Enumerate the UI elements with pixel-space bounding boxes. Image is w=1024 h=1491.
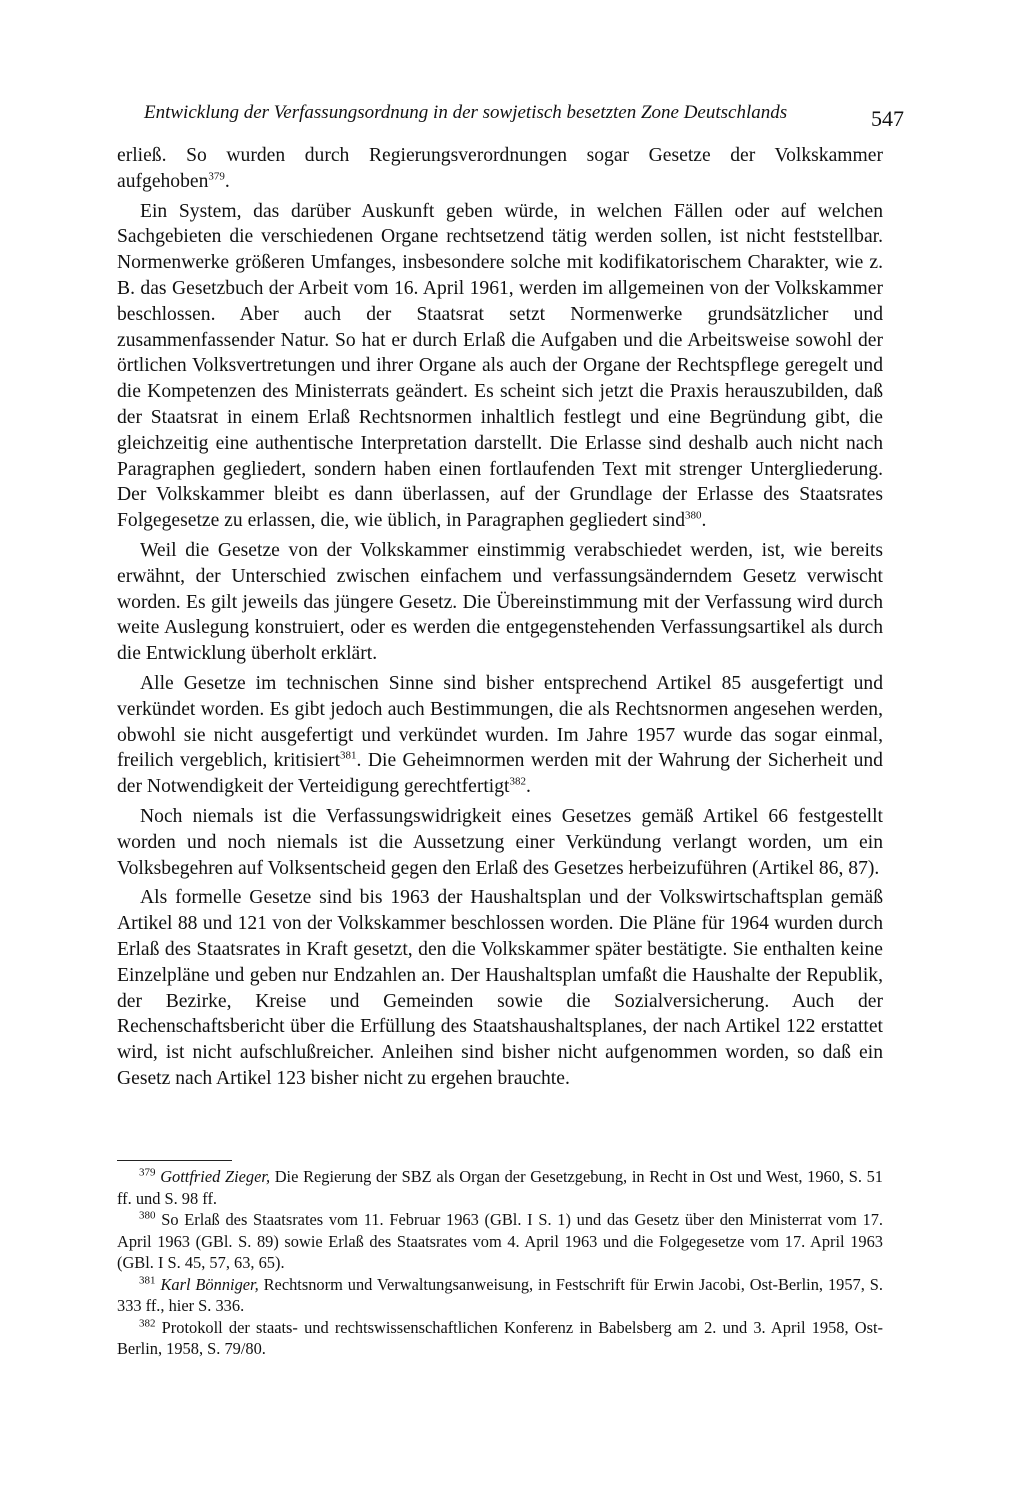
footnote-ref-379[interactable]: 379 (208, 170, 225, 183)
footnote-author: Gottfried Zieger, (160, 1167, 271, 1186)
footnote-author: Karl Bönniger, (160, 1274, 259, 1294)
paragraph-2: Ein System, das darüber Auskunft geben würde, in welchen Fällen oder auf welchen Sachgebieten die verschiedenen Organe rechtsetzend tätig werden sollen, ist nicht feststellbar. Normenwerke größeren Umfanges, insbesondere solche mit kodifikatorischem Charakter, wie z. B. das Gesetzbuch der Arbeit vom 16. April 1961, werden im allgemeinen von der Volkskammer beschlossen. Aber auch der Staatsrat setzt Normenwerke grundsätzlicher und zusammenfassender Natur. So hat er durch Erlaß die Aufgaben und die Arbeitsweise sowohl der örtlichen Volksvertretungen und ihrer Organe als auch der Organe der Rechtspflege geregelt und die Kompetenzen des Ministerrats geändert. Es scheint sich jetzt die Praxis herauszubilden, daß der Staatsrat in einem Erlaß Rechtsnormen inhaltlich festlegt und eine Begründung gibt, die gleichzeitig eine authentische Interpretation darstellt. Die Erlasse sind deshalb auch nicht nach Paragraphen gegliedert, sondern haben einen fortlaufenden Text mit strenger Untergliederung. Der Volkskammer bleibt es dann überlassen, auf der Grundlage der Erlasse des Staatsrates Folgegesetze zu erlassen, die, wie üblich, in Paragraphen gegliedert sind$^{380}$. (117, 200, 883, 532)
paragraph-3: Weil die Gesetze von der Volkskammer einstimmig verabschiedet werden, ist, wie bereits erwähnt, der Unterschied zwischen einfachem und verfassungsänderndem Gesetz verwischt worden. Es gilt jeweils das jüngere Gesetz. Die Übereinstimmung mit der Verfassung wird durch weite Auslegung konstruiert, oder es werden die entgegenstehenden Verfassungsartikel als durch die Entwicklung überholt erklärt. (117, 539, 883, 665)
paragraph-5: Noch niemals ist die Verfassungswidrigkeit eines Gesetzes gemäß Artikel 66 festgestellt worden und noch niemals ist die Aussetzung einer Verkündung verlangt worden, um ein Volksbegehren auf Volksentscheid gegen den Erlaß des Gesetzes herbeizuführen (Artikel 86, 87). (117, 805, 883, 879)
footnote-number: 382 (139, 1317, 156, 1330)
footnote-ref-380[interactable]: 380 (685, 509, 702, 522)
footnote-ref-382[interactable]: 382 (509, 775, 526, 788)
footnote-divider (117, 1160, 232, 1161)
running-header (144, 100, 904, 134)
page-number: 547 (871, 106, 904, 131)
running-header-title: Entwicklung der Verfassungsordnung in der sowjetisch besetzten Zone Deutschlands (144, 102, 788, 123)
paragraph-6: Als formelle Gesetze sind bis 1963 der Haushaltsplan und der Volkswirtschaftsplan gemäß Artikel 88 und 121 von der Volkskammer beschlossen worden. Die Pläne für 1964 wurden durch Erlaß des Staatsrates in Kraft gesetzt, den die Volkskammer später bestätigte. Sie enthalten keine Einzelpläne und geben nur Endzahlen an. Der Haushaltsplan umfaßt die Haushalte der Republik, der Bezirke, Kreise und Gemeinden sowie die Sozialversicherung. Auch der Rechenschaftsbericht über die Erfüllung des Staatshaushaltsplanes, der nach Artikel 122 erstattet wird, ist nicht aufschlußreicher. Anleihen sind bisher nicht aufgenommen worden, so daß ein Gesetz nach Artikel 123 bisher nicht zu ergehen brauchte. (117, 887, 883, 1089)
footnote-382: $^{382}$ Protokoll der staats- und rechtswissenschaftlichen Konferenz in Babelsberg am 2. und 3. April 1958, Ost-Berlin, 1958, S. 79/80. (117, 1317, 883, 1358)
footnote-380: $^{380}$ So Erlaß des Staatsrates vom 11. Februar 1963 (GBl. I S. 1) und das Gesetz über den Ministerrat vom 17. April 1963 (GBl. S. 89) sowie Erlaß des Staatsrates vom 4. April 1963 und die Folgegesetze vom 17. April 1963 (GBl. I S. 45, 57, 63, 65). (117, 1209, 883, 1272)
footnote-379: $^{379}$ Gottfried Zieger, Die Regierung der SBZ als Organ der Gesetzgebung, in Recht in Ost und West, 1960, S. 51 ff. und S. 98 ff. (117, 1166, 883, 1208)
paragraph-4: Alle Gesetze im technischen Sinne sind bisher entsprechend Artikel 85 ausgefertigt und verkündet worden. Es gibt jedoch auch Bestimmungen, die als Rechtsnormen angesehen werden, obwohl sie nicht ausgefertigt und verkündet wurden. Im Jahre 1957 wurde das sogar einmal, freilich vergeblich, kritisiert$^{381}$. Die Geheimnormen werden mit der Wahrung der Sicherheit und der Notwendigkeit der Verteidigung gerechtfertigt$^{382}$. (117, 672, 883, 798)
footnotes (117, 1166, 883, 1360)
footnote-381: $^{381}$ Karl Bönniger, Rechtsnorm und Verwaltungsanweisung, in Festschrift für Erwin Jacobi, Ost-Berlin, 1957, S. 333 ff., hier S. 336. (117, 1274, 883, 1315)
footnote-number: 381 (139, 1274, 156, 1287)
footnote-ref-381[interactable]: 381 (340, 749, 357, 762)
footnote-number: 379 (139, 1166, 156, 1179)
body-text (117, 143, 883, 1092)
footnote-number: 380 (139, 1209, 156, 1222)
paragraph-1: erließ. So wurden durch Regierungsverordnungen sogar Gesetze der Volkskammer aufgehoben$^{379}$. (117, 145, 883, 192)
